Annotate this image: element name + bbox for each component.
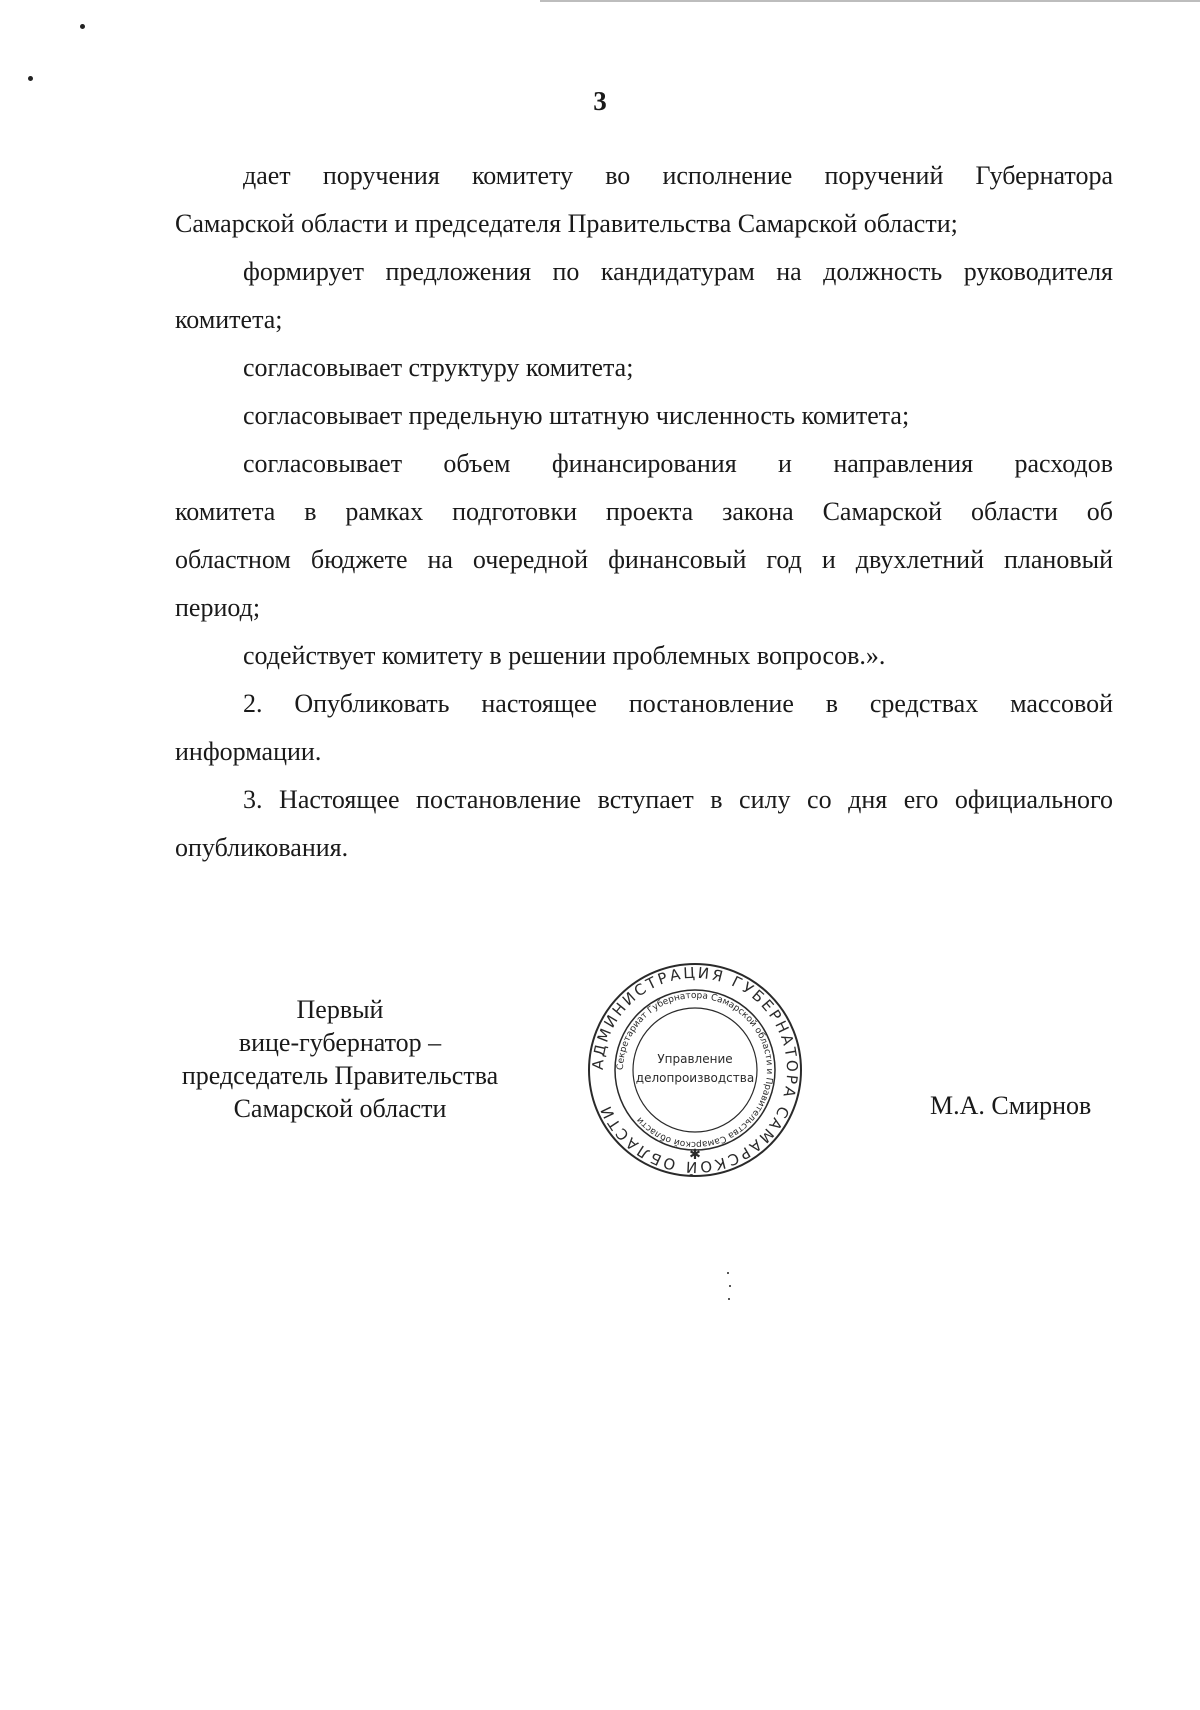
- official-stamp: [585, 960, 805, 1180]
- scan-edge-line: [540, 0, 1200, 2]
- body-line: комитета в рамках подготовки проекта закона Самарской области об: [175, 497, 1113, 526]
- signatory-title-line: Первый: [296, 995, 384, 1024]
- signatory-title-line: Самарской области: [233, 1094, 447, 1123]
- scan-speck: [729, 1285, 731, 1287]
- scan-speck: [727, 1272, 729, 1274]
- stamp-middle-text: Секретариат Губернатора Самарской области и Правительства Самарской области: [615, 990, 775, 1150]
- document-body: [175, 152, 1113, 872]
- signatory-title-line: председатель Правительства: [181, 1061, 499, 1090]
- body-line: согласовывает объем финансирования и направления расходов: [243, 449, 1113, 478]
- body-line: дает поручения комитету во исполнение поручений Губернатора: [243, 161, 1113, 190]
- scan-speck: [80, 24, 85, 29]
- signatory-name: М.А. Смирнов: [930, 1091, 1092, 1120]
- body-line: информации.: [175, 737, 322, 766]
- signatory-title-line: вице-губернатор –: [238, 1028, 442, 1057]
- stamp-center-line: Управление: [657, 1052, 733, 1066]
- body-line: согласовывает предельную штатную численность комитета;: [243, 401, 910, 430]
- body-line: 2. Опубликовать настоящее постановление в средствах массовой: [243, 689, 1113, 718]
- scan-speck: [28, 76, 33, 81]
- body-line: формирует предложения по кандидатурам на должность руководителя: [243, 257, 1113, 286]
- body-line: комитета;: [175, 305, 283, 334]
- stamp-center-line: делопроизводства: [635, 1071, 755, 1085]
- body-line: областном бюджете на очередной финансовый год и двухлетний плановый: [175, 545, 1113, 574]
- signatory-title: [160, 993, 520, 1125]
- body-line: 3. Настоящее постановление вступает в силу со дня его официального: [243, 785, 1113, 814]
- stamp-star-icon: ✱: [689, 1147, 701, 1163]
- body-line: согласовывает структуру комитета;: [243, 353, 634, 382]
- stamp-outer-text: АДМИНИСТРАЦИЯ ГУБЕРНАТОРА САМАРСКОЙ ОБЛАСТИ: [588, 963, 802, 1177]
- body-line: период;: [175, 593, 261, 622]
- body-line: Самарской области и председателя Правительства Самарской области;: [175, 209, 958, 238]
- body-line: содействует комитету в решении проблемных вопросов.».: [243, 641, 886, 670]
- page-number: 3: [593, 86, 607, 116]
- body-line: опубликования.: [175, 833, 349, 862]
- scan-speck: [728, 1298, 730, 1300]
